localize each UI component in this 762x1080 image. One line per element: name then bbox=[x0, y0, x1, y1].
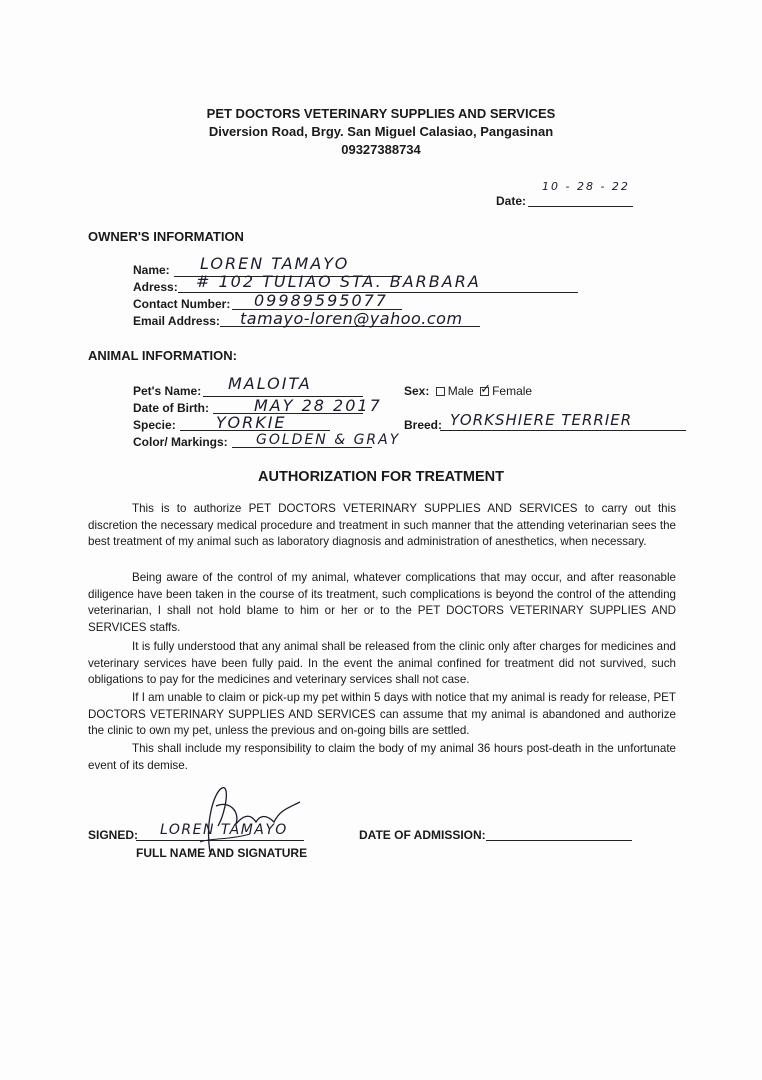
dob-value: MAY 28 2017 bbox=[254, 396, 382, 415]
email-value: tamayo-loren@yahoo.com bbox=[240, 309, 463, 328]
authorization-title: AUTHORIZATION FOR TREATMENT bbox=[258, 469, 504, 485]
breed-line bbox=[440, 430, 686, 431]
owner-name-label: Name: bbox=[133, 263, 170, 277]
business-phone: 09327388734 bbox=[341, 142, 421, 157]
business-address: Diversion Road, Brgy. San Miguel Calasiao, Pangasinan bbox=[208, 124, 554, 139]
business-name: PET DOCTORS VETERINARY SUPPLIES AND SERVICES bbox=[206, 106, 556, 121]
date-label: Date: bbox=[496, 194, 527, 208]
female-checkbox[interactable] bbox=[480, 382, 491, 398]
pet-name-value: MALOITA bbox=[228, 374, 312, 393]
paragraph-3: It is fully understood that any animal shall be released from the clinic only after charges for medicines and veterinary services have been fully paid. In the event the animal confined for treatment did not survived, such obligations to pay for the medicines and veterinary services shall not case. bbox=[88, 640, 676, 687]
dob-label: Date of Birth: bbox=[133, 401, 209, 415]
signed-value: LOREN TAMAYO bbox=[160, 822, 288, 838]
breed-label: Breed: bbox=[404, 418, 443, 432]
paragraph-1: This is to authorize PET DOCTORS VETERINARY SUPPLIES AND SERVICES to carry out this discretion the necessary medical procedure and treatment in such manner that the attending veterinarian sees the best treatment of my animal such as laboratory diagnosis and administration of anesthetics, when necessary. bbox=[88, 502, 676, 549]
owner-name-value: LOREN TAMAYO bbox=[200, 254, 350, 273]
signed-label: SIGNED: bbox=[88, 828, 139, 842]
specie-label: Specie: bbox=[133, 418, 176, 432]
date-value: 10 - 28 - 22 bbox=[542, 180, 630, 193]
pet-name-label: Pet's Name: bbox=[133, 384, 202, 398]
check-mark-icon: ✓ bbox=[480, 382, 491, 398]
color-label: Color/ Markings: bbox=[133, 435, 228, 449]
owner-address-label: Adress: bbox=[133, 280, 178, 294]
paragraph-4: If I am unable to claim or pick-up my pet within 5 days with notice that my animal is ready for release, PET DOCTORS VETERINARY SUPPLIES AND SERVICES can assume that my animal is abandoned and authorize the clinic to own my pet, unless the previous and on-going bills are settled. bbox=[88, 691, 676, 738]
paragraph-5: This shall include my responsibility to claim the body of my animal 36 hours post-death in the unfortunate event of its demise. bbox=[88, 742, 676, 772]
date-line bbox=[528, 206, 633, 207]
male-label: Male bbox=[447, 384, 474, 398]
owner-address-value: # 102 TULIAO STA. BARBARA bbox=[196, 272, 481, 291]
email-label: Email Address: bbox=[133, 314, 220, 328]
breed-value: YORKSHIERE TERRIER bbox=[450, 411, 633, 429]
male-checkbox[interactable] bbox=[436, 387, 445, 396]
contact-label: Contact Number: bbox=[133, 297, 231, 311]
color-value: GOLDEN & GRAY bbox=[256, 432, 401, 448]
paragraph-2: Being aware of the control of my animal, whatever complications that may occur, and after reasonable diligence have been taken in the course of its treatment, such complications is beyond the control of the attending veterinarian, I shall not hold blame to him or her or to the PET DOCTORS VETERINARY SUPPLIES AND SERVICES staffs. bbox=[88, 571, 676, 635]
female-label: Female bbox=[492, 384, 533, 398]
animal-heading: ANIMAL INFORMATION: bbox=[88, 348, 237, 363]
owner-heading: OWNER'S INFORMATION bbox=[88, 229, 244, 244]
signature-caption: FULL NAME AND SIGNATURE bbox=[136, 846, 308, 860]
sex-field bbox=[404, 384, 532, 398]
admission-label: DATE OF ADMISSION: bbox=[359, 828, 486, 842]
contact-value: 09989595077 bbox=[254, 291, 388, 310]
sex-label: Sex: bbox=[404, 384, 430, 398]
admission-line bbox=[486, 840, 632, 841]
specie-value: YORKIE bbox=[216, 413, 287, 432]
